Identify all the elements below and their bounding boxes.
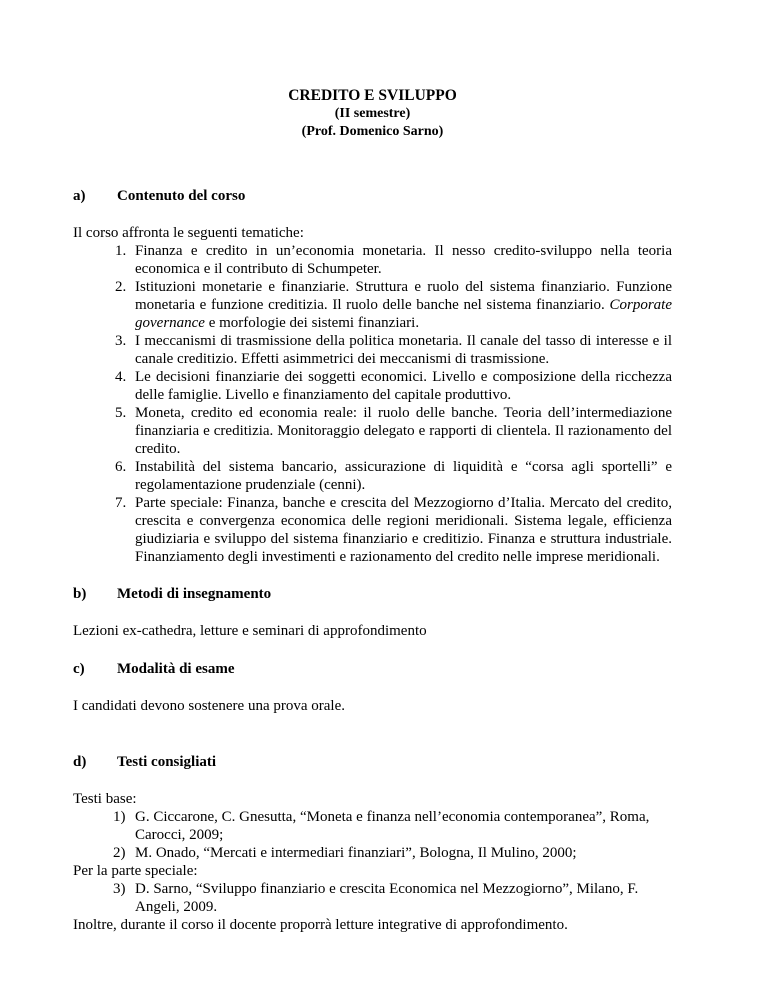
- reference-text: D. Sarno, “Sviluppo finanziario e crescita Economica nel Mezzogiorno”, Milano, F. Angeli, 2009.: [135, 881, 639, 915]
- topics-list: [73, 242, 672, 566]
- section-d-letter: d): [73, 754, 87, 770]
- title-block: [73, 87, 672, 141]
- topic-item: [115, 242, 672, 278]
- topic-text: Instabilità del sistema bancario, assicurazione di liquidità e “corsa agli sportelli” e regolamentazione prudenziale (cenni).: [135, 459, 672, 493]
- reference-item: [73, 808, 672, 844]
- section-a-heading: [73, 187, 672, 205]
- reference-item: [73, 880, 672, 916]
- reference-number: 1): [113, 809, 126, 825]
- topic-text: Parte speciale: Finanza, banche e crescita del Mezzogiorno d’Italia. Mercato del credito, crescita e convergenza economica delle regioni meridionali. Sistema legale, efficienza giudiziaria e sviluppo del sistema finanziario e creditizio. Finanza e struttura industriale. Finanziamento degli investimenti e razionamento del credito nelle imprese meridionali.: [135, 495, 672, 565]
- section-b-title: Metodi di insegnamento: [117, 586, 272, 602]
- section-a-intro: Il corso affronta le seguenti tematiche:: [73, 225, 304, 241]
- topic-text: e morfologie dei sistemi finanziari.: [204, 315, 420, 331]
- references: [73, 790, 672, 934]
- topic-text: Finanza e credito in un’economia monetaria. Il nesso credito-sviluppo nella teoria economica e il contributo di Schumpeter.: [135, 243, 672, 277]
- section-d-heading: [73, 753, 672, 771]
- section-c-letter: c): [73, 661, 85, 677]
- section-b-text: Lezioni ex-cathedra, letture e seminari di approfondimento: [73, 623, 427, 639]
- reference-number: 3): [113, 881, 126, 897]
- topic-text: Le decisioni finanziarie dei soggetti economici. Livello e composizione della ricchezza delle famiglie. Livello e finanziamento del capitale produttivo.: [135, 369, 672, 403]
- section-b-heading: [73, 585, 672, 603]
- topic-text: I meccanismi di trasmissione della politica monetaria. Il canale del tasso di interesse e il canale creditizio. Effetti asimmetrici dei meccanismi di trasmissione.: [135, 333, 672, 367]
- reference-text: G. Ciccarone, C. Gnesutta, “Moneta e finanza nell’economia contemporanea”, Roma, Carocci, 2009;: [135, 809, 650, 843]
- topic-number: 3.: [115, 333, 127, 349]
- topic-item: [115, 404, 672, 458]
- reference-item: [73, 844, 672, 862]
- section-c-heading: [73, 660, 672, 678]
- topic-text: Moneta, credito ed economia reale: il ruolo delle banche. Teoria dell’intermediazione finanziaria e creditizia. Monitoraggio delegato e rapporti di clientela. Il razionamento del credito.: [135, 405, 672, 457]
- topic-item: [115, 332, 672, 368]
- topic-item: [115, 368, 672, 404]
- section-c-title: Modalità di esame: [117, 661, 235, 677]
- section-c-text: I candidati devono sostenere una prova orale.: [73, 698, 345, 714]
- special-part-label: Per la parte speciale:: [73, 863, 198, 879]
- section-b-letter: b): [73, 586, 87, 602]
- section-d-title: Testi consigliati: [117, 754, 217, 770]
- closing-note: Inoltre, durante il corso il docente proporrà letture integrative di approfondimento.: [73, 917, 568, 933]
- topic-item: [115, 494, 672, 566]
- course-professor: (Prof. Domenico Sarno): [301, 124, 444, 139]
- course-semester: (II semestre): [334, 106, 411, 121]
- topic-item: [115, 278, 672, 332]
- reference-number: 2): [113, 845, 126, 861]
- topic-number: 1.: [115, 243, 127, 259]
- topic-text-italic: Corporate governance: [135, 297, 672, 331]
- base-texts-label: Testi base:: [73, 791, 137, 807]
- topic-number: 4.: [115, 369, 127, 385]
- topic-text: Istituzioni monetarie e finanziarie. Struttura e ruolo del sistema finanziario. Funzione monetaria e funzione creditizia. Il ruolo delle banche nel sistema finanziario.: [135, 279, 672, 313]
- topic-number: 6.: [115, 459, 127, 475]
- topic-item: [115, 458, 672, 494]
- section-a-title: Contenuto del corso: [117, 188, 246, 204]
- reference-text: M. Onado, “Mercati e intermediari finanziari”, Bologna, Il Mulino, 2000;: [135, 845, 577, 861]
- section-a-letter: a): [73, 188, 86, 204]
- topic-number: 5.: [115, 405, 127, 421]
- topic-number: 7.: [115, 495, 127, 511]
- topic-number: 2.: [115, 279, 127, 295]
- course-title: CREDITO E SVILUPPO: [288, 87, 457, 104]
